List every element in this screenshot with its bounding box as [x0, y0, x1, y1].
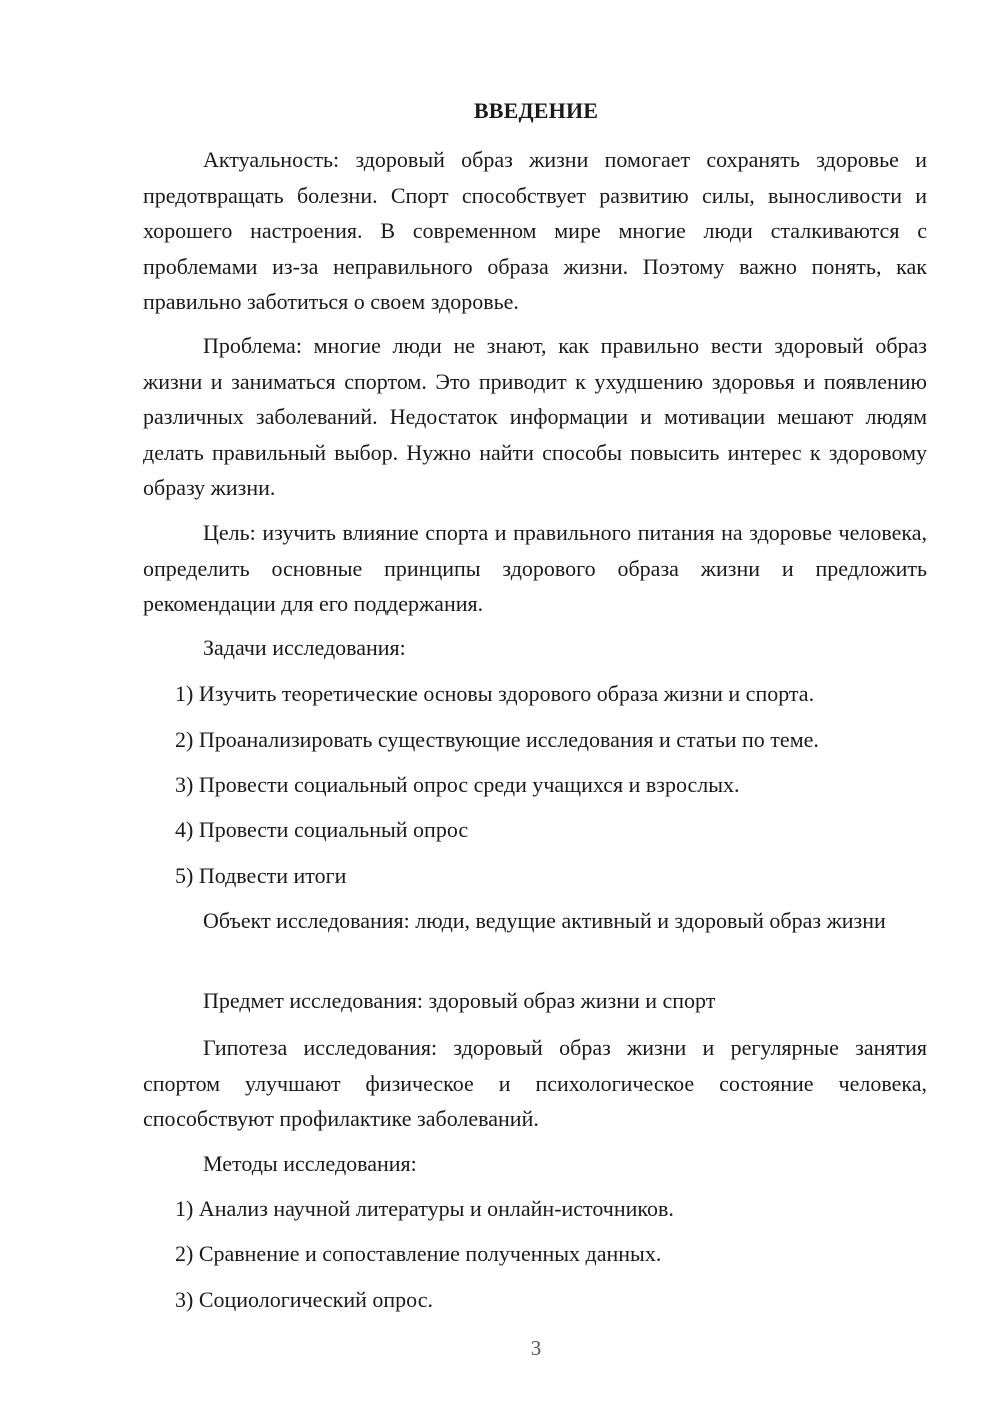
task-item: 5) Подвести итоги	[175, 863, 347, 888]
method-item: 1) Анализ научной литературы и онлайн-источников.	[175, 1196, 674, 1221]
task-item: 1) Изучить теоретические основы здорового образа жизни и спорта.	[175, 681, 815, 706]
task-item: 3) Провести социальный опрос среди учащихся и взрослых.	[175, 772, 740, 797]
goal-paragraph: Цель: изучить влияние спорта и правильного питания на здоровье человека, определить основные принципы здорового образа жизни и предложить рекомендации для его поддержания.	[143, 520, 927, 616]
methods-title: Методы исследования:	[203, 1151, 417, 1176]
subject-paragraph: Предмет исследования: здоровый образ жизни и спорт	[203, 988, 716, 1013]
relevance-paragraph: Актуальность: здоровый образ жизни помогает сохранять здоровье и предотвращать болезни. Спорт способствует развитию силы, выносливости и хорошего настроения. В современном мире многие люди сталкиваются с проблемами из-за неправильного образа жизни. Поэтому важно понять, как правильно заботиться о своем здоровье.	[143, 147, 927, 314]
task-item: 4) Провести социальный опрос	[175, 817, 469, 842]
page-number: 3	[530, 1336, 542, 1360]
task-item: 2) Проанализировать существующие исследования и статьи по теме.	[175, 727, 819, 752]
method-item: 2) Сравнение и сопоставление полученных данных.	[175, 1241, 662, 1266]
problem-paragraph: Проблема: многие люди не знают, как правильно вести здоровый образ жизни и заниматься спортом. Это приводит к ухудшению здоровья и появлению различных заболеваний. Недостаток информации и мотивации мешают людям делать правильный выбор. Нужно найти способы повысить интерес к здоровому образу жизни.	[143, 333, 927, 500]
section-heading: ВВЕДЕНИЕ	[473, 98, 599, 123]
method-item: 3) Социологический опрос.	[175, 1287, 433, 1312]
object-paragraph: Объект исследования: люди, ведущие активный и здоровый образ жизни	[203, 908, 886, 933]
hypothesis-paragraph: Гипотеза исследования: здоровый образ жизни и регулярные занятия спортом улучшают физическое и психологическое состояние человека, способствуют профилактике заболеваний.	[143, 1035, 927, 1131]
tasks-title: Задачи исследования:	[203, 635, 406, 660]
